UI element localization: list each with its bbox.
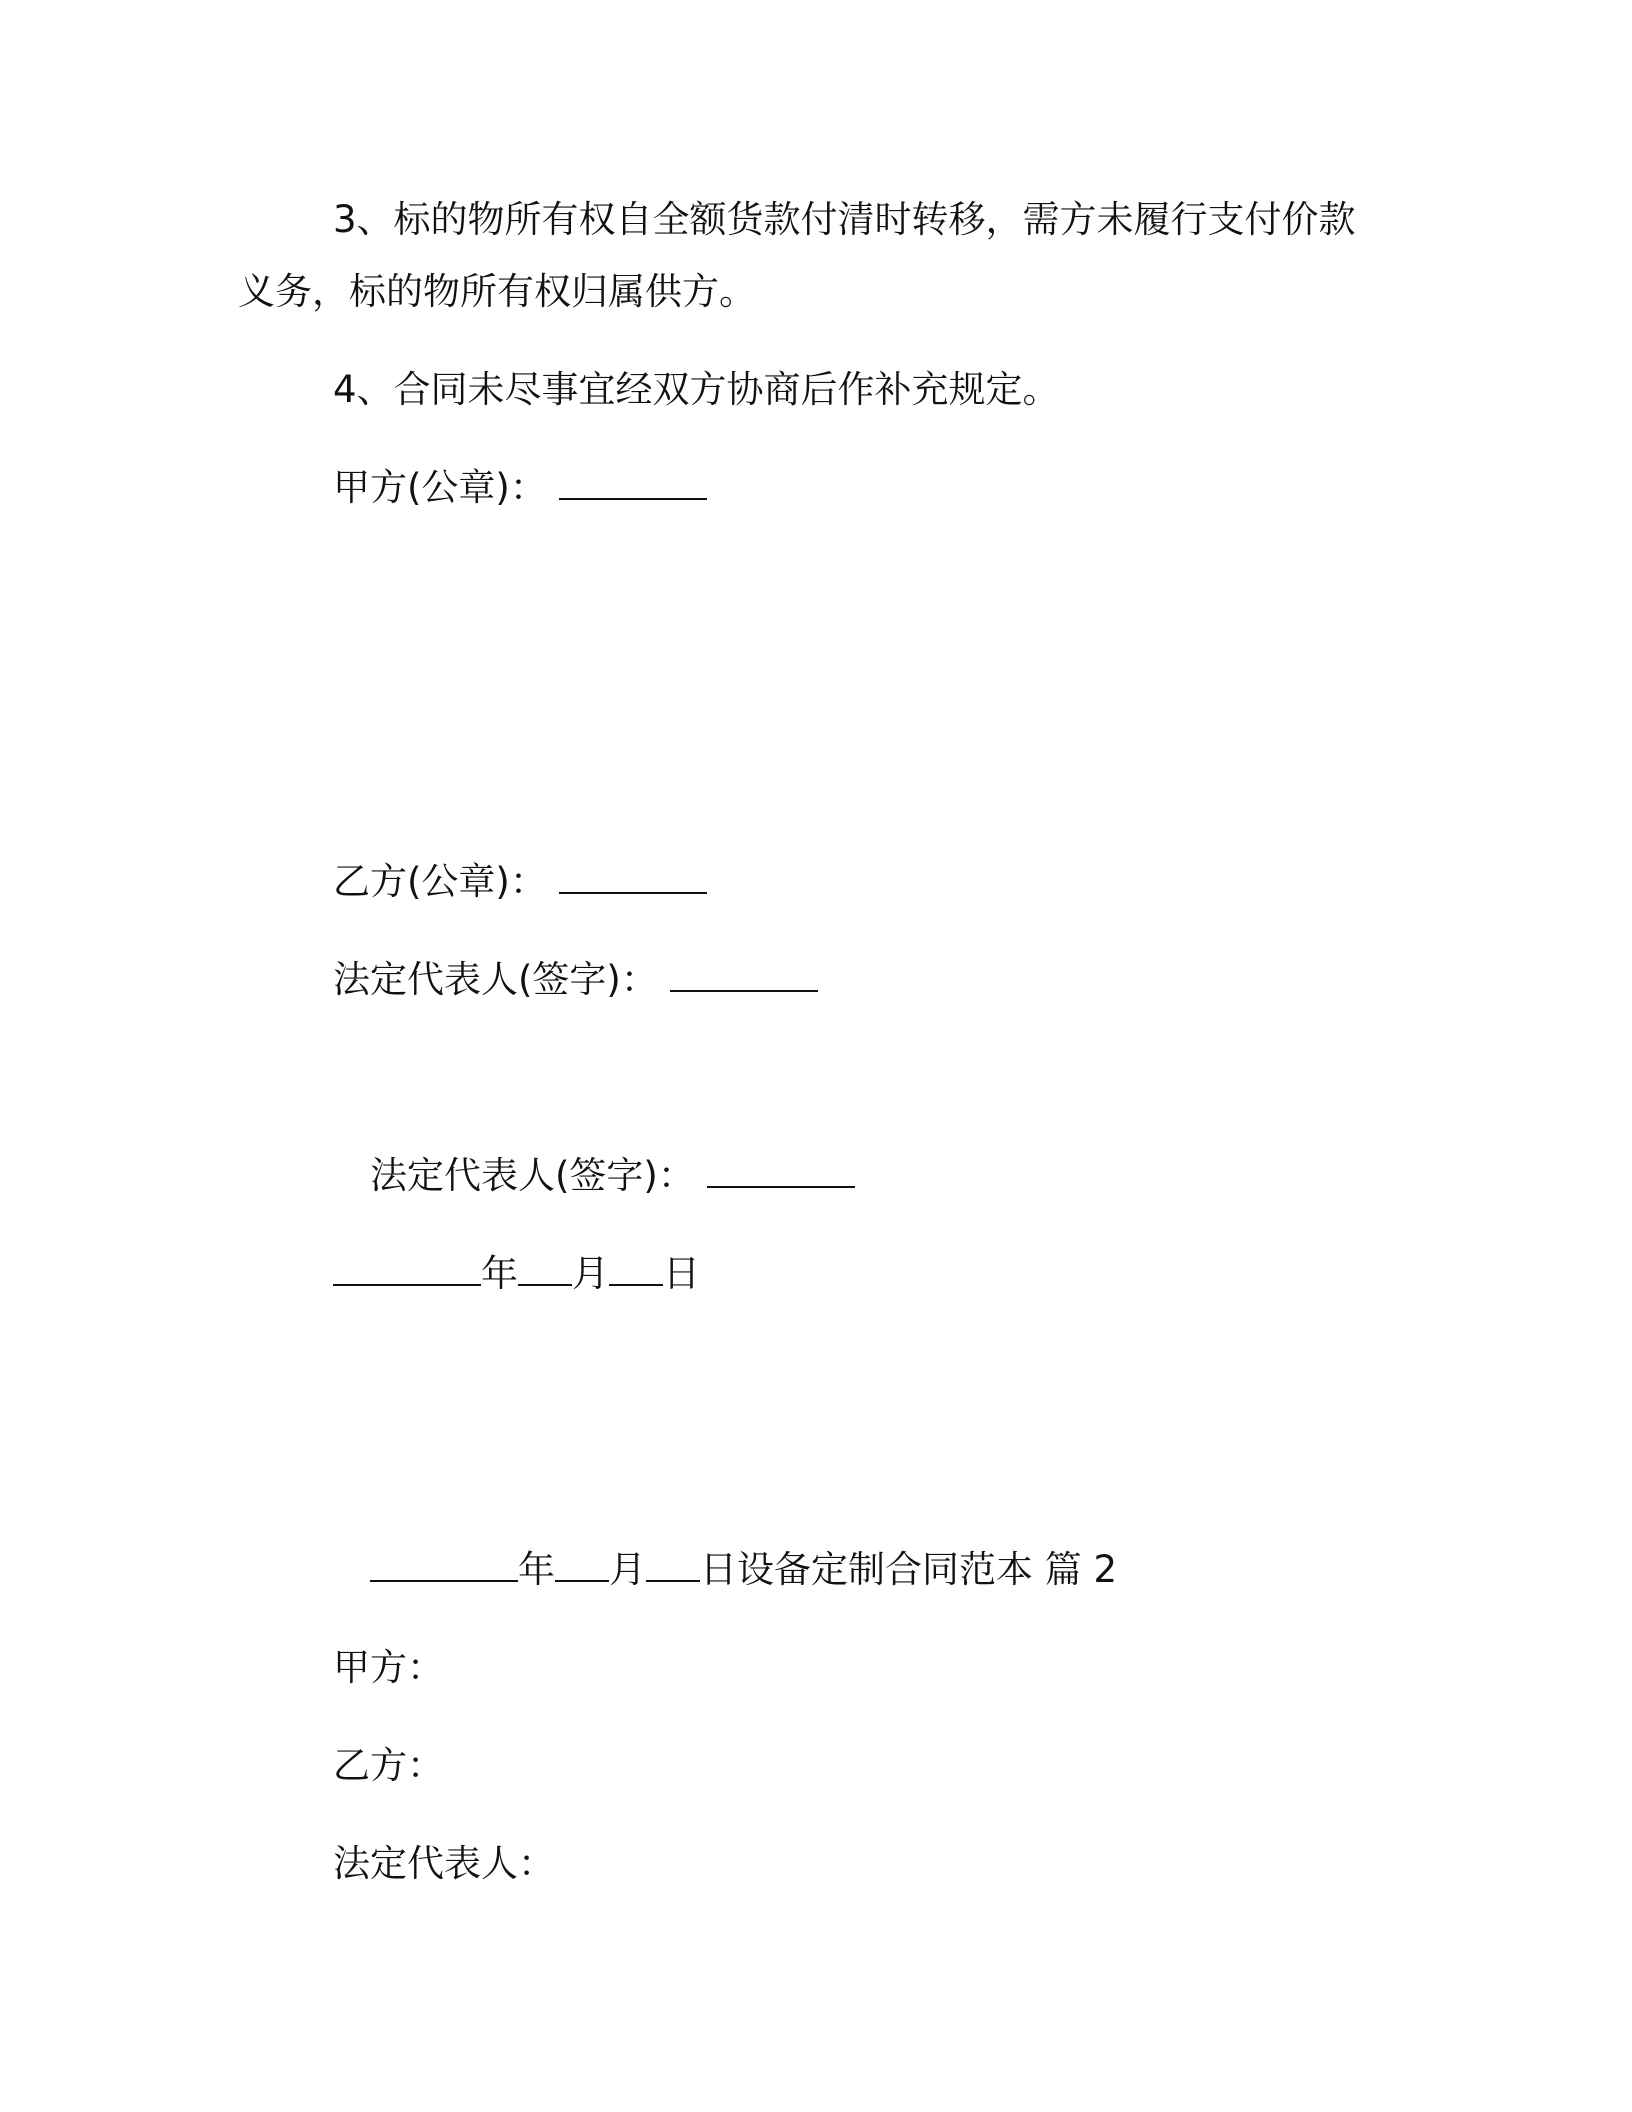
legal-rep-row <box>333 1842 555 1886</box>
clause-3-line-1 <box>333 198 1356 242</box>
legal-rep-sign-row-1 <box>333 958 818 1002</box>
month-blank <box>518 1254 572 1286</box>
month-label: 月 <box>609 1548 646 1591</box>
party-b-row <box>333 1744 444 1788</box>
legal-rep-sign-blank <box>707 1156 855 1188</box>
party-a-seal-row <box>333 466 707 510</box>
year-label: 年 <box>481 1252 518 1295</box>
day-label: 日 <box>663 1252 700 1295</box>
party-a-seal-label: 甲方(公章)： <box>333 466 547 509</box>
legal-rep-sign-label: 法定代表人(签字)： <box>333 958 658 1001</box>
legal-rep-sign-row-2 <box>370 1154 855 1198</box>
party-b-seal-label: 乙方(公章)： <box>333 860 547 903</box>
day-blank <box>609 1254 663 1286</box>
year-blank <box>333 1254 481 1286</box>
date-row <box>333 1252 700 1296</box>
contract-2-title: 日设备定制合同范本 篇 2 <box>700 1548 1118 1591</box>
day-blank <box>646 1550 700 1582</box>
legal-rep-sign-label: 法定代表人(签字)： <box>370 1154 695 1197</box>
clause-4-text: 4、合同未尽事宜经双方协商后作补充规定。 <box>333 368 1060 411</box>
legal-rep-label: 法定代表人： <box>333 1842 555 1885</box>
party-a-seal-blank <box>559 468 707 500</box>
clause-4 <box>333 368 1060 412</box>
month-blank <box>555 1550 609 1582</box>
clause-3-text: 3、标的物所有权自全额货款付清时转移，需方未履行支付价款 <box>333 198 1356 241</box>
contract-2-title-row <box>370 1548 1117 1592</box>
year-label: 年 <box>518 1548 555 1591</box>
clause-3-line-2 <box>238 270 756 314</box>
party-b-seal-blank <box>559 862 707 894</box>
party-b-label: 乙方： <box>333 1744 444 1787</box>
year-blank <box>370 1550 518 1582</box>
legal-rep-sign-blank <box>670 960 818 992</box>
party-a-label: 甲方： <box>333 1646 444 1689</box>
clause-3-continuation: 义务，标的物所有权归属供方。 <box>238 270 756 313</box>
party-b-seal-row <box>333 860 707 904</box>
party-a-row <box>333 1646 444 1690</box>
month-label: 月 <box>572 1252 609 1295</box>
